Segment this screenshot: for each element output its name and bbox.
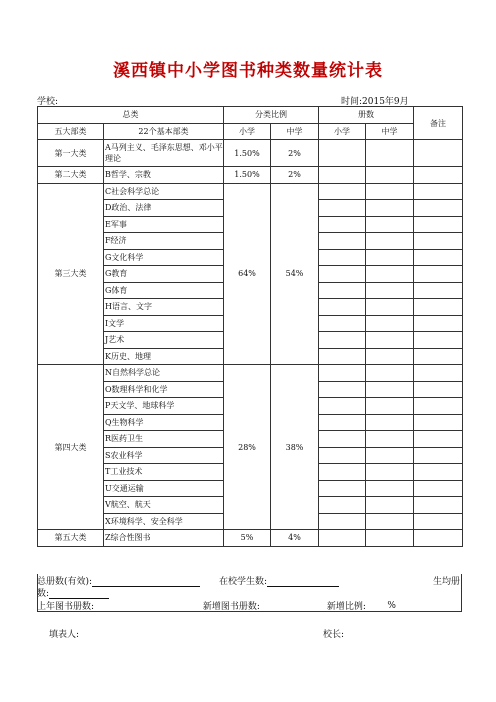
count-middle-cell[interactable] [366,398,414,415]
count-primary-cell[interactable] [319,414,366,431]
count-middle-cell[interactable] [366,414,414,431]
remarks-cell[interactable] [414,530,463,547]
count-primary-cell[interactable] [319,431,366,448]
count-primary-cell[interactable] [319,167,366,184]
subcategory-name: U交通运输 [104,480,224,497]
subcategory-name: N自然科学总论 [104,365,224,382]
remarks-cell[interactable] [414,167,463,184]
remarks-cell[interactable] [414,249,463,266]
subcategory-name: I文学 [104,315,224,332]
header-zonglei: 总类 [38,107,224,124]
count-middle-cell[interactable] [366,266,414,283]
subcategory-name: C社会科学总论 [104,183,224,200]
count-middle-cell[interactable] [366,464,414,481]
book-stats-table [37,106,463,547]
remarks-cell[interactable] [414,365,463,382]
ratio-middle: 38% [271,365,319,530]
table-row [38,183,463,200]
filler-label: 填表人: [49,630,80,640]
ratio-middle: 4% [271,530,319,547]
count-primary-cell[interactable] [319,480,366,497]
count-primary-cell[interactable] [319,381,366,398]
count-primary-cell[interactable] [319,315,366,332]
header-wuda: 五大部类 [38,123,104,140]
category-group-name: 第二大类 [38,167,104,184]
subcategory-name: P天文学、地球科学 [104,398,224,415]
remarks-cell[interactable] [414,348,463,365]
page-title: 溪西镇中小学图书种类数量统计表 [113,61,383,81]
remarks-cell[interactable] [414,200,463,217]
ratio-middle: 2% [271,140,319,167]
subcategory-name: V航空、航天 [104,497,224,514]
students-label: 在校学生数: [218,577,267,587]
count-primary-cell[interactable] [319,140,366,167]
subcategory-name: B哲学、宗教 [104,167,224,184]
remarks-cell[interactable] [414,315,463,332]
header-ratio-middle: 中学 [271,123,319,140]
header-ratio-primary: 小学 [224,123,271,140]
count-primary-cell[interactable] [319,183,366,200]
remarks-cell[interactable] [414,497,463,514]
count-middle-cell[interactable] [366,183,414,200]
count-primary-cell[interactable] [319,282,366,299]
school-label: 学校: [37,97,59,107]
subcategory-name: Z综合性图书 [104,530,224,547]
remarks-cell[interactable] [414,299,463,316]
ratio-primary: 1.50% [224,167,271,184]
remarks-cell[interactable] [414,398,463,415]
count-primary-cell[interactable] [319,497,366,514]
ratio-primary: 1.50% [224,140,271,167]
header-ceshu: 册数 [319,107,414,124]
count-middle-cell[interactable] [366,216,414,233]
count-middle-cell[interactable] [366,200,414,217]
count-primary-cell[interactable] [319,233,366,250]
remarks-cell[interactable] [414,233,463,250]
total-books-label: 总册数(有效): [37,577,93,587]
count-middle-cell[interactable] [366,282,414,299]
header-fenlei-bili: 分类比例 [224,107,319,124]
count-middle-cell[interactable] [366,332,414,349]
count-primary-cell[interactable] [319,365,366,382]
count-primary-cell[interactable] [319,447,366,464]
remarks-cell[interactable] [414,480,463,497]
count-middle-cell[interactable] [366,497,414,514]
count-middle-cell[interactable] [366,365,414,382]
category-group-name: 第一大类 [38,140,104,167]
new-books-label: 新增图书册数: [202,602,260,612]
remarks-cell[interactable] [414,332,463,349]
header-count-middle: 中学 [366,123,414,140]
footer-box [37,574,462,612]
remarks-cell[interactable] [414,431,463,448]
category-group-name: 第四大类 [38,365,104,530]
count-primary-cell[interactable] [319,266,366,283]
subcategory-name: K历史、地理 [104,348,224,365]
subcategory-name: E军事 [104,216,224,233]
count-primary-cell[interactable] [319,348,366,365]
subcategory-name: R医药卫生 [104,431,224,448]
remarks-cell[interactable] [414,282,463,299]
count-middle-cell[interactable] [366,348,414,365]
count-primary-cell[interactable] [319,216,366,233]
count-primary-cell[interactable] [319,200,366,217]
category-group-name: 第三大类 [38,183,104,365]
remarks-cell[interactable] [414,414,463,431]
subcategory-name: Q生物科学 [104,414,224,431]
count-primary-cell[interactable] [319,332,366,349]
per-student-label: 生均册 [432,577,460,587]
count-primary-cell[interactable] [319,398,366,415]
subcategory-name: H语言、文字 [104,299,224,316]
subcategory-name: F经济 [104,233,224,250]
count-middle-cell[interactable] [366,315,414,332]
table-row [38,140,463,167]
subcategory-name: J艺术 [104,332,224,349]
time-label: 时间:2015年9月 [341,97,409,107]
count-primary-cell[interactable] [319,249,366,266]
remarks-cell[interactable] [414,216,463,233]
subcategory-name: D政治、法律 [104,200,224,217]
remarks-cell[interactable] [414,381,463,398]
ratio-primary: 64% [224,183,271,365]
count-middle-cell[interactable] [366,381,414,398]
count-middle-cell[interactable] [366,431,414,448]
count-middle-cell[interactable] [366,167,414,184]
subcategory-name: S农业科学 [104,447,224,464]
ratio-primary: 28% [224,365,271,530]
header-jiben: 22个基本部类 [104,123,224,140]
count-primary-cell[interactable] [319,530,366,547]
count-middle-cell[interactable] [366,249,414,266]
count-middle-cell[interactable] [366,513,414,530]
new-ratio-label: 新增比例: [326,602,366,612]
subcategory-name: G体育 [104,282,224,299]
remarks-cell[interactable] [414,464,463,481]
count-middle-cell[interactable] [366,480,414,497]
count-middle-cell[interactable] [366,299,414,316]
remarks-cell[interactable] [414,266,463,283]
header-count-primary: 小学 [319,123,366,140]
subcategory-name: X环境科学、安全科学 [104,513,224,530]
subcategory-name: A马列主义、毛泽东思想、邓小平理论 [104,140,224,167]
count-middle-cell[interactable] [366,447,414,464]
count-primary-cell[interactable] [319,513,366,530]
remarks-cell[interactable] [414,447,463,464]
subcategory-name: T工业技术 [104,464,224,481]
principal-label: 校长: [323,630,345,640]
remarks-cell[interactable] [414,183,463,200]
ratio-middle: 54% [271,183,319,365]
last-year-label: 上年图书册数: [37,602,95,612]
category-group-name: 第五大类 [38,530,104,547]
per-student-label-cont: 数: [37,589,50,599]
count-primary-cell[interactable] [319,464,366,481]
remarks-cell[interactable] [414,140,463,167]
header-beizhu: 备注 [414,107,463,140]
ratio-middle: 2% [271,167,319,184]
subcategory-name: G文化科学 [104,249,224,266]
table-row [38,365,463,382]
percent-sign: % [387,601,396,611]
subcategory-name: O数理科学和化学 [104,381,224,398]
count-middle-cell[interactable] [366,530,414,547]
table-row [38,167,463,184]
count-primary-cell[interactable] [319,299,366,316]
count-middle-cell[interactable] [366,233,414,250]
table-row [38,530,463,547]
subcategory-name: G教育 [104,266,224,283]
ratio-primary: 5% [224,530,271,547]
remarks-cell[interactable] [414,513,463,530]
count-middle-cell[interactable] [366,140,414,167]
